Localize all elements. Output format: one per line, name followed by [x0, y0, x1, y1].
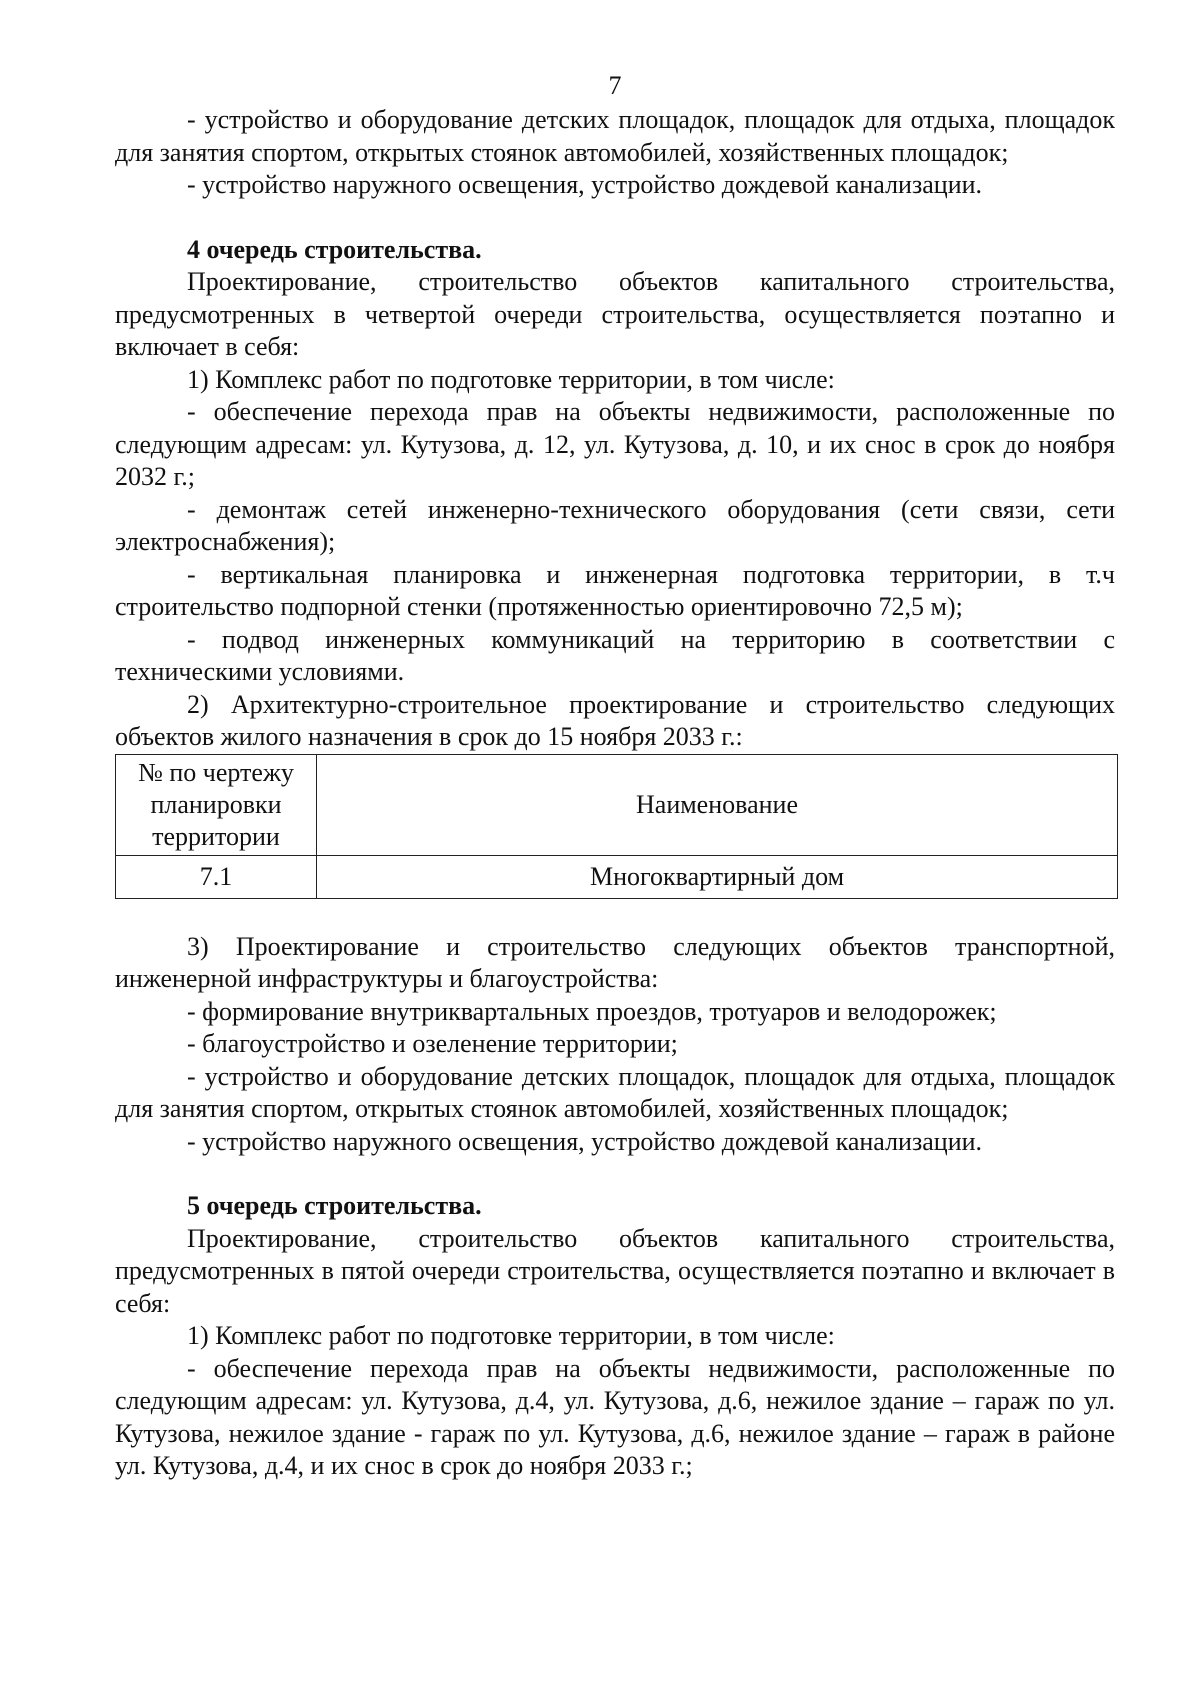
stage4-item3-b: - благоустройство и озеленение территории; [187, 1029, 678, 1058]
document-page [115, 70, 1115, 1483]
stage4-heading: 4 очередь строительства. [187, 234, 482, 264]
stage4-item1-d: - подвод инженерных коммуникаций на территорию в соответствии с техническими условиями. [115, 624, 1115, 686]
stage4-item1-c: - вертикальная планировка и инженерная подготовка территории, в т.ч строительство подпорной стенки (протяженностью ориентировочно 72,5 м); [115, 559, 1115, 621]
spacer [115, 1158, 1115, 1190]
stage4-item3: 3) Проектирование и строительство следующих объектов транспортной, инженерной инфраструктуры и благоустройства: [115, 931, 1115, 993]
stage5-heading: 5 очередь строительства. [187, 1191, 482, 1220]
stage4-item3-d: - устройство наружного освещения, устройство дождевой канализации. [187, 1126, 983, 1156]
spacer [115, 899, 1115, 931]
stage4-item1-a: - обеспечение перехода прав на объекты недвижимости, расположенные по следующим адресам: ул. Кутузова, д. 12, ул. Кутузова, д. 10, и их снос в срок до ноября 2032 г.; [115, 397, 1115, 491]
stage4-item1: 1) Комплекс работ по подготовке территории, в том числе: [187, 364, 835, 394]
spacer [115, 202, 1115, 234]
objects-table [115, 754, 1118, 899]
stage5-intro: Проектирование, строительство объектов капитального строительства, предусмотренных в пятой очереди строительства, осуществляется поэтапно и включает в себя: [115, 1223, 1115, 1318]
stage4-item1-b: - демонтаж сетей инженерно-технического оборудования (сети связи, сети электроснабжения); [115, 494, 1115, 556]
page-number: 7 [608, 71, 622, 100]
paragraph-playgrounds: - устройство и оборудование детских площадок, площадок для отдыха, площадок для занятия спортом, открытых стоянок автомобилей, хозяйственных площадок; [115, 105, 1115, 167]
stage4-item3-c: - устройство и оборудование детских площадок, площадок для отдыха, площадок для занятия спортом, открытых стоянок автомобилей, хозяйственных площадок; [115, 1061, 1115, 1123]
stage4-item3-a: - формирование внутриквартальных проездов, тротуаров и велодорожек; [187, 996, 997, 1026]
table-header-name: Наименование [317, 754, 1118, 855]
stage5-item1: 1) Комплекс работ по подготовке территории, в том числе: [187, 1321, 835, 1350]
table-header-number: № по чертежу планировки территории [116, 754, 317, 855]
table-cell-name: Многоквартирный дом [317, 855, 1118, 898]
stage4-intro: Проектирование, строительство объектов капитального строительства, предусмотренных в четвертой очереди строительства, осуществляется поэтапно и включает в себя: [115, 267, 1115, 361]
table-row [116, 855, 1118, 898]
table-header-row [116, 754, 1118, 855]
stage5-item1-a: - обеспечение перехода прав на объекты недвижимости, расположенные по следующим адресам: ул. Кутузова, д.4, ул. Кутузова, д.6, нежилое здание – гараж по ул. Кутузова, нежилое здание - гараж по ул. Кутузова, д.6, нежилое здание – гараж в районе ул. Кутузова, д.4, и их снос в срок до ноября 2033 г.; [115, 1353, 1115, 1480]
table-cell-number: 7.1 [116, 855, 317, 898]
stage4-item2: 2) Архитектурно-строительное проектирование и строительство следующих объектов жилого назначения в срок до 15 ноября 2033 г.: [115, 689, 1115, 751]
paragraph-lighting: - устройство наружного освещения, устройство дождевой канализации. [187, 170, 983, 199]
